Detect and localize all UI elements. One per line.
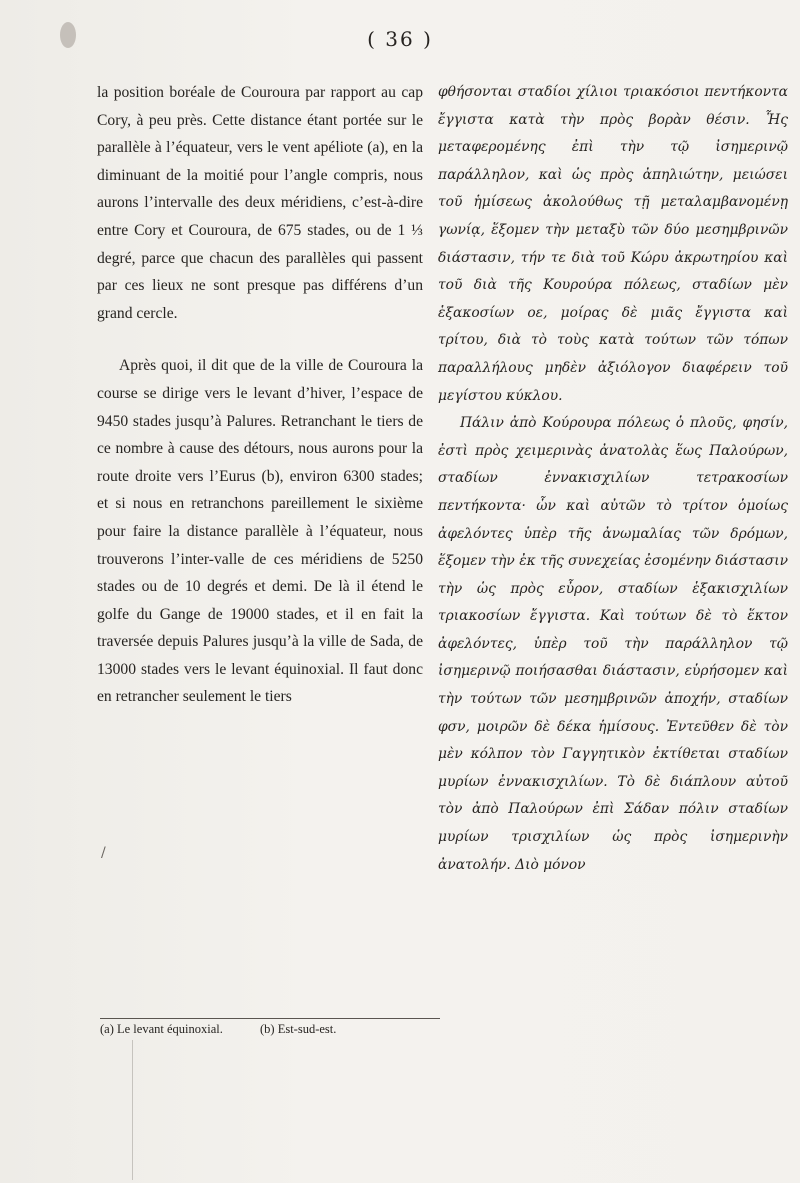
french-column <box>97 79 423 711</box>
greek-paragraph-1: φθήσονται σταδίοι χίλιοι τριακόσιοι πεντήκοντα ἔγγιστα κατὰ τὴν πρὸς βορὰν θέσιν. Ἧς μεταφερομένης ἐπὶ τὴν τῷ ἰσημερινῷ παράλληλον, καὶ ὡς πρὸς ἀπηλιώτην, μειώσει τοῦ ἡμίσεως ἀκολούθως τῇ μεταλαμβανομένῃ γωνίᾳ, ἕξομεν τὴν μεταξὺ τῶν δύο μεσημβρινῶν διάστασιν, τήν τε διὰ τοῦ Κώρυ ἀκρωτηρίου καὶ τοῦ διὰ τῆς Κουρούρα πόλεως, σταδίων μὲν ἑξακοσίων οε, μοίρας δὲ μιᾶς ἔγγιστα καὶ τρίτου, διὰ τὸ τοὺς κατὰ τούτων τῶν τόπων παραλλήλους μηδὲν ἀξιόλογον διαφέρειν τοῦ μεγίστου κύκλου. <box>438 84 788 404</box>
footnote-a: (a) Le levant équinoxial. <box>100 1022 223 1036</box>
page-number: ( 36 ) <box>367 27 433 51</box>
greek-column <box>438 79 788 879</box>
french-paragraph-2: Après quoi, il dit que de la ville de Couroura la course se dirige vers le levant d’hiver, l’espace de 9450 stades jusqu’à Palures. Retranchant le tiers de ce nombre à cause des détours, nous aurons pour la route droite vers l’Eurus (b), environ 6300 stades; et si nous en retranchons pareillement le sixième pour faire la distance parallèle à l’équateur, nous trouverons l’inter-valle de ces méridiens de 5250 stades ou de 10 degrés et demi. De là il étend le golfe du Gange de 19000 stades, et il en fait la traversée depuis Palures jusqu’à la ville de Sada, de 13000 stades vers le levant équinoxial. Il faut donc en retrancher seulement le tiers <box>97 357 423 706</box>
footnote-rule <box>100 1018 440 1019</box>
footnotes <box>100 1022 660 1037</box>
french-paragraph-1: la position boréale de Couroura par rapport au cap Cory, à peu près. Cette distance étant portée sur le parallèle à l’équateur, vers le vent apéliote (a), en la diminuant de la moitié pour l’angle compris, nous aurons l’intervalle des deux méridiens, c’est-à-dire entre Cory et Couroura, de 675 stades, ou de 1 ⅓ degré, parce que chacun des parallèles qui passent par ces lieux ne sont presque pas différens d’un grand cercle. <box>97 84 423 322</box>
greek-paragraph-2: Πάλιν ἀπὸ Κούρουρα πόλεως ὁ πλοῦς, φησίν, ἐστὶ πρὸς χειμερινὰς ἀνατολὰς ἕως Παλούρων, σταδίων ἐννακισχιλίων τετρακοσίων πεντήκοντα· ὧν καὶ αὐτῶν τὸ τρίτον ὁμοίως ἀφελόντες ὑπὲρ τῆς ἀνωμαλίας τῶν δρόμων, ἕξομεν τὴν ἐκ τῆς συνεχείας ἐσομένην διάστασιν τὴν ὡς πρὸς εὖρον, σταδίων ἑξακισχιλίων τριακοσίων ἔγγιστα. Καὶ τούτων δὲ τὸ ἕκτον ἀφελόντες, ὑπὲρ τοῦ τὴν παράλληλον τῷ ἰσημερινῷ ποιήσασθαι διάστασιν, εὑρήσομεν καὶ τὴν τούτων τῶν μεσημβρινῶν ἀποχήν, σταδίων φσν, μοιρῶν δὲ δέκα ἡμίσους. Ἐντεῦθεν δὲ τὸν μὲν κόλπον τὸν Γαγγητικὸν ἐκτίθεται σταδίων μυρίων ἐννακισχιλίων. Τὸ δὲ διάπλουν αὐτοῦ τὸν ἀπὸ Παλούρων ἐπὶ Σάδαν πόλιν σταδίων μυρίων τρισχιλίων ὡς πρὸς ἰσημερινὴν ἀνατολήν. Διὸ μόνον <box>438 415 788 873</box>
footnote-b: (b) Est-sud-est. <box>260 1022 337 1036</box>
paper-crease <box>132 1040 133 1180</box>
margin-mark: / <box>101 845 106 861</box>
